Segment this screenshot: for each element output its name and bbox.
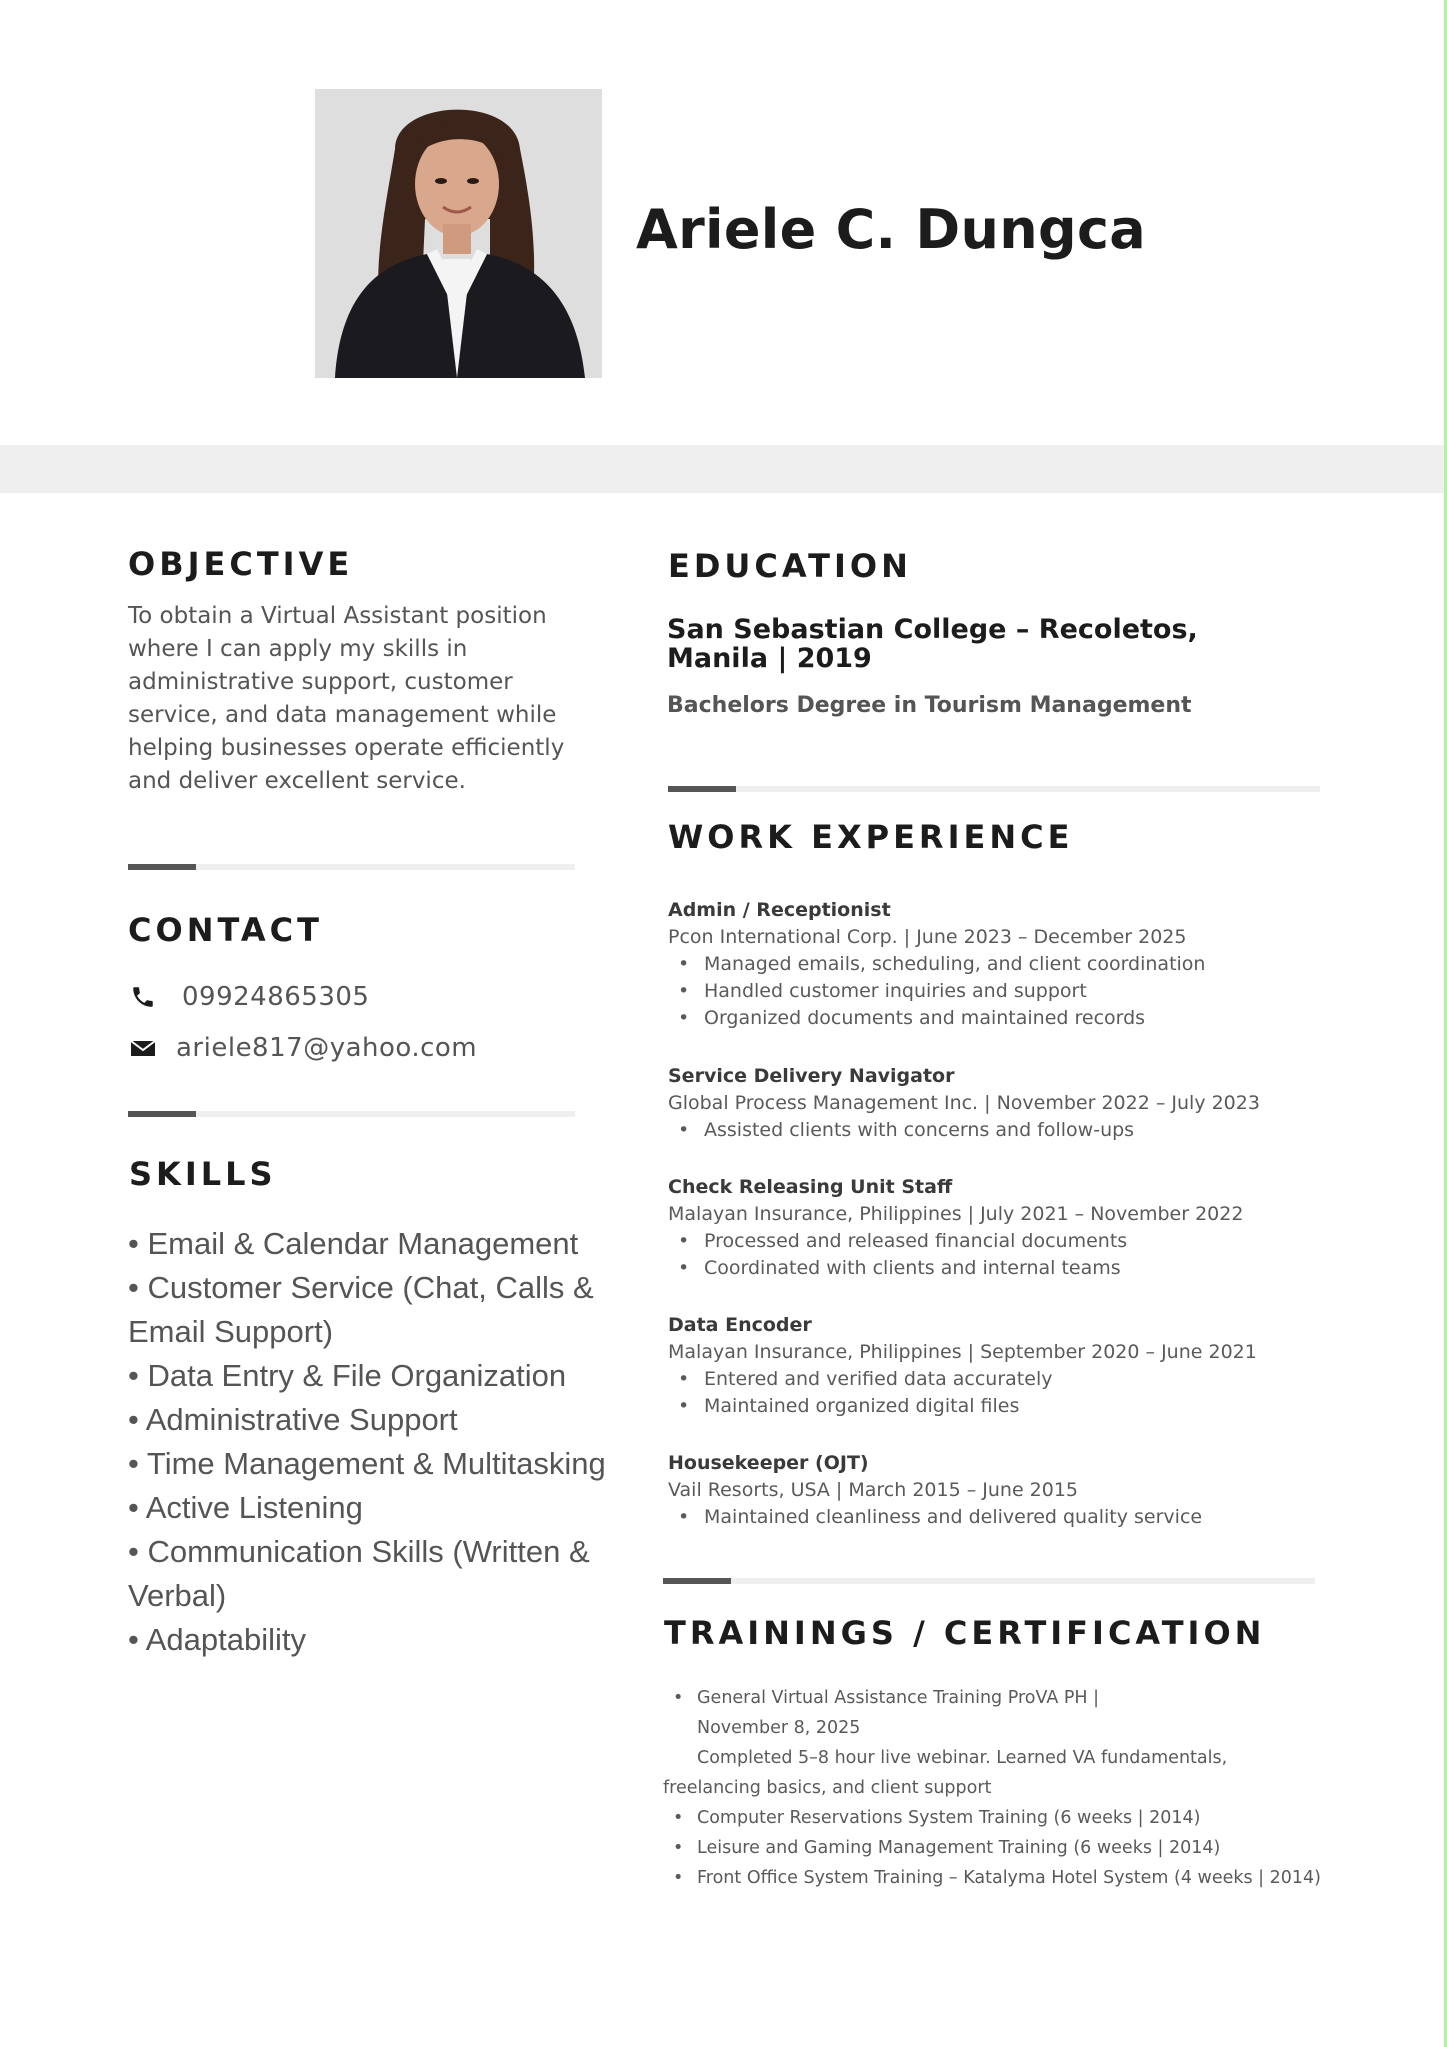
profile-photo-illustration [315, 89, 602, 378]
work-heading: WORK EXPERIENCE [668, 818, 1074, 856]
job-duty: • Managed emails, scheduling, and client coordination [668, 951, 1348, 978]
job-entry [668, 1450, 1348, 1531]
education-degree: Bachelors Degree in Tourism Management [667, 693, 1192, 718]
job-duty: • Handled customer inquiries and support [668, 978, 1348, 1005]
objective-text: To obtain a Virtual Assistant position where I can apply my skills in administrative support, customer service, and data management while helping businesses operate efficiently and deliver excellent service. [128, 603, 565, 794]
training-item: • Front Office System Training – Katalyma Hotel System (4 weeks | 2014) [663, 1863, 1403, 1893]
skill-item: • Time Management & Multitasking [128, 1446, 606, 1481]
envelope-icon [128, 1033, 158, 1063]
job-duties [668, 1366, 1348, 1420]
skill-item: • Email & Calendar Management [128, 1226, 579, 1261]
job-duties [668, 951, 1348, 1032]
divider-accent [128, 1111, 196, 1117]
job-title: Check Releasing Unit Staff [668, 1176, 953, 1198]
candidate-name: Ariele C. Dungca [636, 198, 1147, 261]
skill-item: • Administrative Support [128, 1402, 458, 1437]
email-address: ariele817@yahoo.com [176, 1033, 478, 1063]
job-title: Service Delivery Navigator [668, 1065, 955, 1087]
job-title: Data Encoder [668, 1314, 812, 1336]
job-title: Admin / Receptionist [668, 899, 891, 921]
training-description: Completed 5–8 hour live webinar. Learned VA fundamentals, [697, 1748, 1228, 1768]
job-duty: • Coordinated with clients and internal teams [668, 1255, 1348, 1282]
job-entry [668, 1063, 1348, 1144]
training-item: • General Virtual Assistance Training ProVA PH | [663, 1683, 1403, 1713]
training-date: November 8, 2025 [697, 1718, 861, 1738]
skill-item: • Active Listening [128, 1490, 363, 1525]
job-duty: • Maintained organized digital files [668, 1393, 1348, 1420]
job-entry [668, 1312, 1348, 1420]
education-divider [668, 786, 1320, 792]
skill-item: • Data Entry & File Organization [128, 1358, 567, 1393]
job-duties [668, 1504, 1348, 1531]
job-duty: • Assisted clients with concerns and follow-ups [668, 1117, 1348, 1144]
education-school: San Sebastian College – Recoletos, Manila | 2019 [667, 614, 1198, 674]
divider-accent [668, 786, 736, 792]
trainings-heading: TRAININGS / CERTIFICATION [664, 1614, 1266, 1652]
training-description-continued: freelancing basics, and client support [663, 1778, 992, 1798]
divider-accent [128, 864, 196, 870]
job-entry [668, 1174, 1348, 1282]
profile-photo [315, 89, 602, 378]
objective-divider [128, 864, 575, 870]
job-duties [668, 1117, 1348, 1144]
contact-heading: CONTACT [128, 911, 323, 949]
job-organization: Pcon International Corp. | June 2023 – December 2025 [668, 926, 1187, 948]
training-item: • Computer Reservations System Training (6 weeks | 2014) [663, 1803, 1403, 1833]
job-duty: • Organized documents and maintained records [668, 1005, 1348, 1032]
job-organization: Global Process Management Inc. | November 2022 – July 2023 [668, 1092, 1260, 1114]
job-organization: Malayan Insurance, Philippines | September 2020 – June 2021 [668, 1341, 1257, 1363]
phone-number: 09924865305 [182, 982, 370, 1012]
phone-icon [128, 982, 158, 1012]
job-organization: Malayan Insurance, Philippines | July 2021 – November 2022 [668, 1203, 1244, 1225]
skills-list [128, 1222, 648, 1662]
work-divider [663, 1578, 1315, 1584]
contact-email [128, 1030, 477, 1066]
contact-phone [128, 979, 369, 1015]
education-heading: EDUCATION [668, 547, 912, 585]
divider-accent [663, 1578, 731, 1584]
skill-item: • Customer Service (Chat, Calls & Email Support) [128, 1270, 594, 1349]
job-duty: • Processed and released financial documents [668, 1228, 1348, 1255]
objective-heading: OBJECTIVE [128, 545, 354, 583]
contact-divider [128, 1111, 575, 1117]
training-item: • Leisure and Gaming Management Training (6 weeks | 2014) [663, 1833, 1403, 1863]
trainings-list [663, 1683, 1403, 1893]
skill-item: • Communication Skills (Written & Verbal) [128, 1534, 590, 1613]
header-band [0, 445, 1444, 493]
job-entry [668, 897, 1348, 1032]
job-organization: Vail Resorts, USA | March 2015 – June 2015 [668, 1479, 1079, 1501]
job-title: Housekeeper (OJT) [668, 1452, 869, 1474]
job-duty: • Maintained cleanliness and delivered quality service [668, 1504, 1348, 1531]
job-duties [668, 1228, 1348, 1282]
job-duty: • Entered and verified data accurately [668, 1366, 1348, 1393]
skills-heading: SKILLS [129, 1155, 277, 1193]
skill-item: • Adaptability [128, 1622, 307, 1657]
